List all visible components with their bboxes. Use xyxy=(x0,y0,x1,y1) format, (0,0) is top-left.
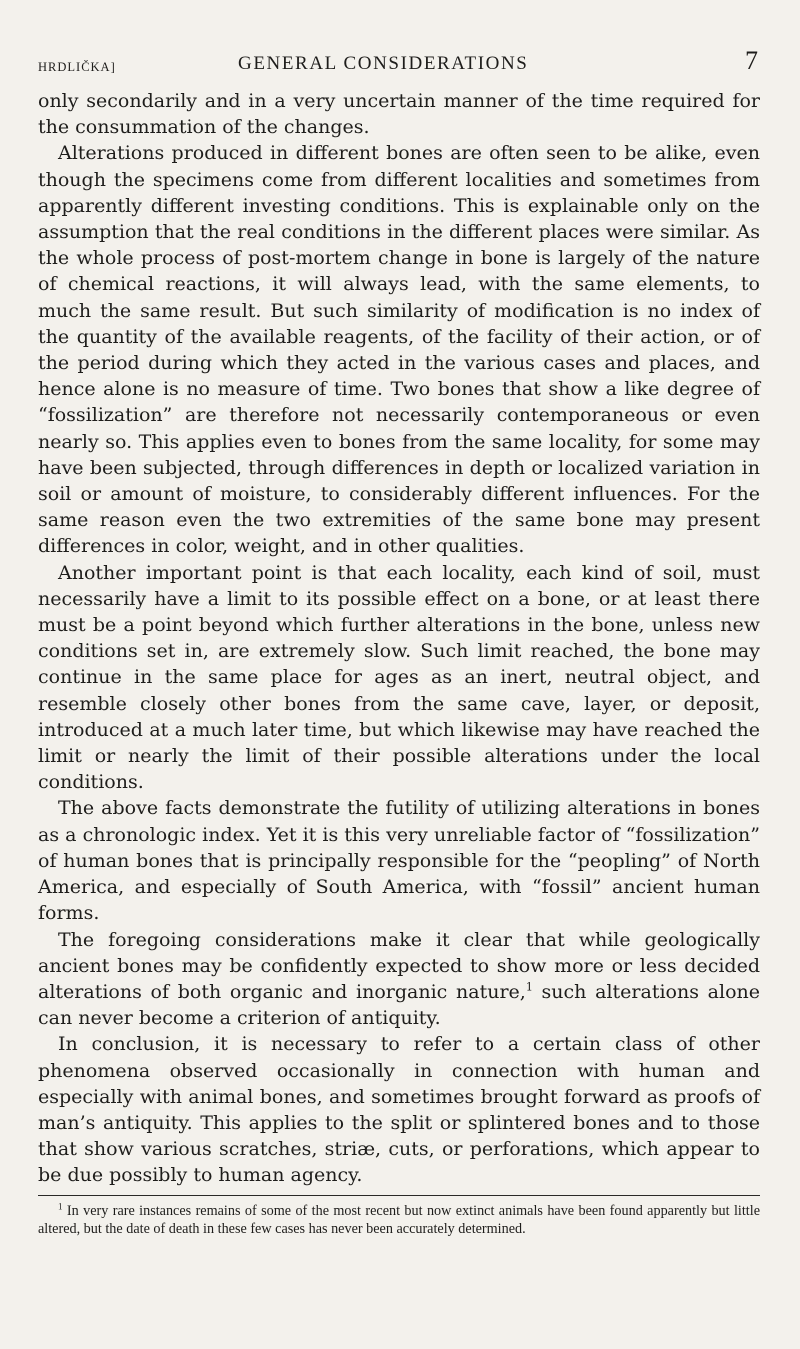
paragraph: Another important point is that each locality, each kind of soil, must necessarily have a limit to its possible effect on a bone, or at least there must be a point beyond which further alterations in the bone, unless new conditions set in, are extremely slow. Such limit reached, the bone may continue in the same place for ages as an inert, neutral object, and resemble closely other bones from the same cave, layer, or deposit, introduced at a much later time, but which likewise may have reached the limit or nearly the limit of their possible alterations under the local conditions. xyxy=(38,561,760,794)
footnote-reference: 1 xyxy=(525,980,533,994)
paragraph xyxy=(38,927,760,1032)
paragraph: The above facts demonstrate the futility of utilizing alterations in bones as a chronologic index. Yet it is this very unreliable factor of “fossilization” of human bones that is principally responsible for the “peopling” of North America, and especially of South America, with “fossil” ancient human forms. xyxy=(38,797,760,925)
footnote-marker: 1 xyxy=(58,1200,63,1211)
body-text xyxy=(38,88,760,1189)
paragraph: Alterations produced in different bones are often seen to be alike, even though the specimens come from different localities and sometimes from apparently different investing conditions. This is explainable only on the assumption that the real conditions in the different places were similar. As the whole process of post-mortem change in bone is largely of the nature of chemical reactions, it will always lead, with the same elements, to much the same result. But such similarity of modification is no index of the quantity of the available reagents, of the facility of their action, or of the period during which they acted in the various cases and places, and hence alone is no measure of time. Two bones that show a like degree of “fossilization” are therefore not necessarily contemporaneous or even nearly so. This applies even to bones from the same locality, for some may have been subjected, through differences in depth or localized variation in soil or amount of moisture, to considerably different influences. For the same reason even the two extremities of the same bone may present differences in color, weight, and in other qualities. xyxy=(38,142,760,558)
paragraph: only secondarily and in a very uncertain manner of the time required for the consummation of the changes. xyxy=(38,90,760,139)
paragraph-text: The foregoing considerations make it clear that while geologically ancient bones may be confidently expected to show more or less decided alterations of both organic and inorganic nature, xyxy=(38,928,760,1003)
paragraph-text: such alterations alone can never become a criterion of antiquity. xyxy=(38,980,761,1030)
running-head-author: HRDLIČKA] xyxy=(38,60,116,74)
page-number: 7 xyxy=(745,46,758,75)
footnote xyxy=(38,1202,760,1238)
running-head-title: GENERAL CONSIDERATIONS xyxy=(238,53,529,74)
book-page xyxy=(38,46,760,1238)
paragraph: In conclusion, it is necessary to refer to a certain class of other phenomena observed occasionally in connection with human and especially with animal bones, and sometimes brought forward as proofs of man’s antiquity. This applies to the split or splintered bones and to those that show various scratches, striæ, cuts, or perforations, which appear to be due possibly to human agency. xyxy=(38,1033,760,1187)
footnote-divider xyxy=(38,1195,760,1196)
running-head xyxy=(38,46,760,84)
footnote-text: In very rare instances remains of some of the most recent but now extinct animals have been found apparently but little altered, but the date of death in these few cases has never been accurately determined. xyxy=(38,1202,760,1237)
